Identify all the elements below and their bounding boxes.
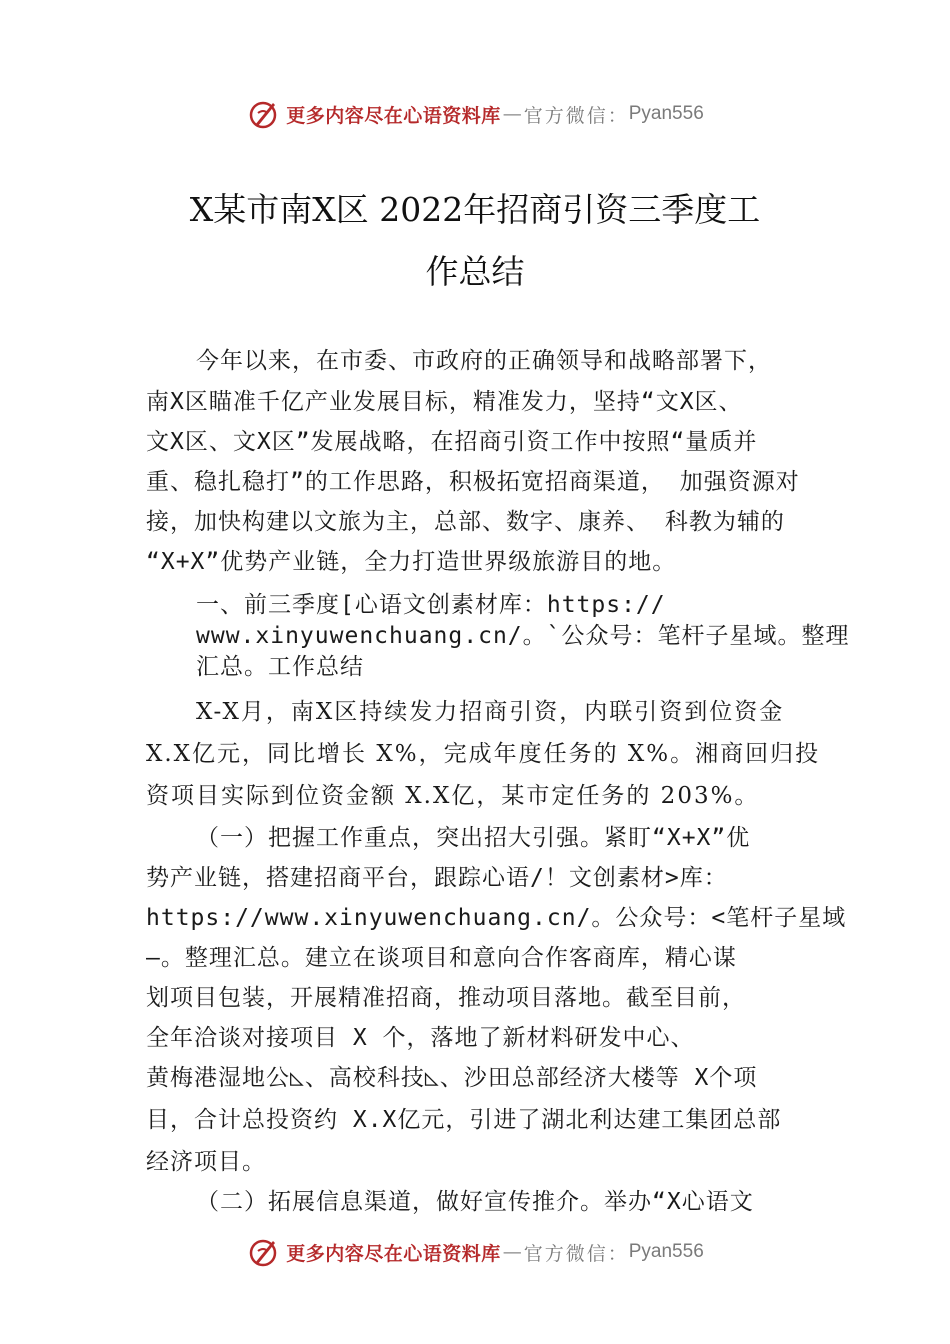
quill-pen-seal-icon — [246, 1235, 280, 1269]
body-line: （一）把握工作重点，突出招大引强。紧盯“X+X”优 — [196, 825, 751, 851]
watermark-wechat-id: Pyan556 — [628, 103, 704, 124]
body-line: 经济项目。 — [146, 1149, 266, 1175]
body-line: —。整理汇总。建立在谈项目和意向合作客商库，精心谋 — [146, 945, 737, 971]
body-line: “X+X”优势产业链，全力打造世界级旅游目的地。 — [146, 549, 677, 575]
section-heading-line: 汇总。工作总结 — [196, 654, 364, 680]
body-line: 目，合计总投资约 X.X亿元，引进了湖北利达建工集团总部 — [146, 1107, 782, 1133]
body-line: 全年洽谈对接项目 X 个，落地了新材料研发中心、 — [146, 1025, 695, 1051]
watermark-banner-bottom — [0, 1232, 950, 1272]
body-line: X.X亿元，同比增长 X%，完成年度任务的 X%。湘商回归投 — [146, 741, 821, 767]
document-title-line-1: X某市南X区 2022年招商引资三季度工 — [189, 190, 761, 229]
section-heading-line: 一、前三季度[心语文创素材库：https:// — [196, 592, 666, 618]
body-line: https://www.xinyuwenchuang.cn/。公众号：<笔杆子星域 — [146, 905, 847, 931]
watermark-wechat-id: Pyan556 — [628, 1241, 704, 1262]
section-heading-line: www.xinyuwenchuang.cn/。`公众号：笔杆子星域。整理 — [196, 623, 850, 649]
body-line: 黄梅港湿地公◺、高校科技◺、沙田总部经济大楼等 X个项 — [146, 1065, 758, 1091]
watermark-wechat-label: 官方微信： — [523, 104, 629, 127]
body-line: 南X区瞄准千亿产业发展目标，精准发力，坚持“文X区、 — [146, 389, 743, 415]
quill-pen-seal-icon — [246, 97, 280, 131]
body-line: 接，加快构建以文旅为主，总部、数字、康养、 科教为辅的 — [146, 509, 785, 535]
body-line: 势产业链，搭建招商平台，跟踪心语/！文创素材>库： — [146, 865, 728, 891]
watermark-red-text: 更多内容尽在心语资料库 — [286, 104, 501, 127]
body-line: 今年以来，在市委、市政府的正确领导和战略部署下， — [196, 348, 772, 374]
body-line: （二）拓展信息渠道，做好宣传推介。举办“X心语文 — [196, 1189, 754, 1215]
body-line: 文X区、文X区”发展战略，在招商引资工作中按照“量质并 — [146, 429, 758, 455]
watermark-banner-top — [0, 94, 950, 134]
watermark-dash: — — [502, 103, 522, 125]
document-title-line-2: 作总结 — [425, 252, 525, 291]
body-line: 划项目包装，开展精准招商，推动项目落地。截至目前， — [146, 985, 746, 1011]
watermark-dash: — — [502, 1241, 522, 1263]
body-line: 资项目实际到位资金额 X.X亿，某市定任务的 203%。 — [146, 783, 760, 809]
watermark-red-text: 更多内容尽在心语资料库 — [286, 1242, 501, 1265]
body-line: 重、稳扎稳打”的工作思路，积极拓宽招商渠道， 加强资源对 — [146, 469, 800, 495]
watermark-wechat-label: 官方微信： — [523, 1242, 629, 1265]
body-line: X-X月，南X区持续发力招商引资，内联引资到位资金 — [196, 699, 785, 725]
